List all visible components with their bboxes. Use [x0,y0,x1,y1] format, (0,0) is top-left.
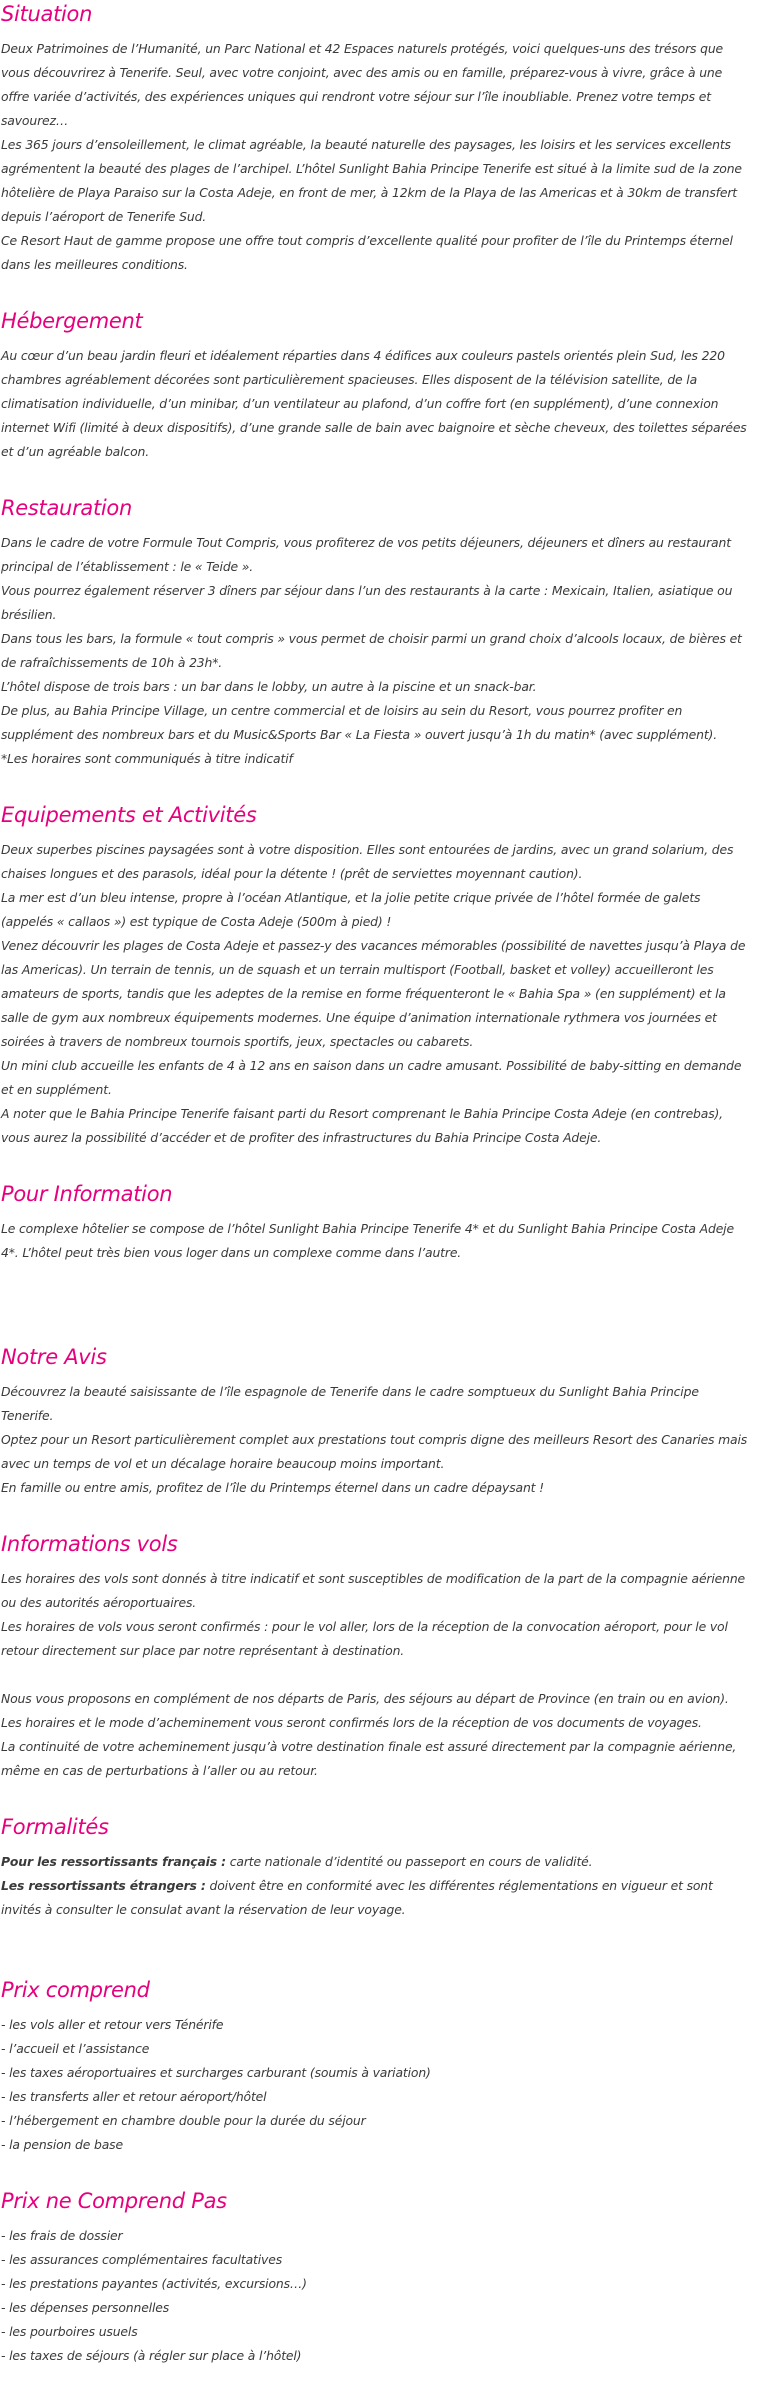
paragraph: Découvrez la beauté saisissante de l’île espagnole de Tenerife dans le cadre somptueux du Sunlight Bahia Principe Tenerife. [1,1384,699,1423]
paragraph: Un mini club accueille les enfants de 4 à 12 ans en saison dans un cadre amusant. Possibilité de baby-sitting en demande et en supplément. [1,1058,742,1097]
paragraph: En famille ou entre amis, profitez de l’île du Printemps éternel dans un cadre dépaysant ! [1,1480,544,1495]
section-title-hebergement: Hébergement [1,309,143,333]
paragraph: Vous pourrez également réserver 3 dîners par séjour dans l’un des restaurants à la carte : Mexicain, Italien, asiatique ou brésilien. [1,583,733,622]
formalite-label: Pour les ressortissants français : [1,1854,226,1869]
paragraph: Dans tous les bars, la formule « tout compris » vous permet de choisir parmi un grand choix d’alcools locaux, de bières et de rafraîchissements de 10h à 23h*. [1,631,742,670]
paragraph: A noter que le Bahia Principe Tenerife faisant parti du Resort comprenant le Bahia Principe Costa Adeje (en contrebas), vous aurez la possibilité d’accéder et de profiter des infrastructures du Bahia Principe Costa Adeje. [1,1106,723,1145]
paragraph: Dans le cadre de votre Formule Tout Compris, vous profiterez de vos petits déjeuners, déjeuners et dîners au restaurant principal de l’établissement : le « Teide ». [1,535,731,574]
prix-ne-comprend-list [1,2224,753,2368]
paragraph: Les 365 jours d’ensoleillement, le climat agréable, la beauté naturelle des paysages, les loisirs et les services excellents agrémentent la beauté des plages de l’archipel. L’hôtel Sunlight Bahia Principe Tenerife est situé à la limite sud de la zone hôtelière de Playa Paraiso sur la Costa Adeje, en front de mer, à 12km de la Playa de las Americas et à 30km de transfert depuis l’aéroport de Tenerife Sud. [1,137,742,224]
section-title-avis: Notre Avis [1,1345,107,1369]
list-item: - les taxes de séjours (à régler sur place à l’hôtel) [1,2348,302,2363]
section-title-situation: Situation [1,2,93,26]
prix-comprend-list [1,2013,753,2157]
paragraph: La mer est d’un bleu intense, propre à l’océan Atlantique, et la jolie petite crique privée de l’hôtel formée de galets (appelés « callaos ») est typique de Costa Adeje (500m à pied) ! [1,890,701,929]
section-title-vols: Informations vols [1,1532,178,1556]
list-item: - les frais de dossier [1,2228,123,2243]
paragraph: Deux Patrimoines de l’Humanité, un Parc National et 42 Espaces naturels protégés, voici quelques-uns des trésors que vous découvrirez à Tenerife. Seul, avec votre conjoint, avec des amis ou en famille, préparez-vous à vivre, grâce à une offre variée d’activités, des expériences uniques qui rendront votre séjour sur l’île inoubliable. Prenez votre temps et savourez… [1,41,724,128]
paragraph: Le complexe hôtelier se compose de l’hôtel Sunlight Bahia Principe Tenerife 4* et du Sunlight Bahia Principe Costa Adeje 4*. L’hôtel peut très bien vous loger dans un complexe comme dans l’autre. [1,1221,734,1260]
formalite-item [1,1850,753,1874]
paragraph: Au cœur d’un beau jardin fleuri et idéalement réparties dans 4 édifices aux couleurs pastels orientés plein Sud, les 220 chambres agréablement décorées sont particulièrement spacieuses. Elles disposent de la télévision satellite, de la climatisation individuelle, d’un minibar, d’un ventilateur au plafond, d’un coffre fort (en supplément), d’une connexion internet Wifi (limité à deux dispositifs), d’une grande salle de bain avec baignoire et sèche cheveux, des toilettes séparées et d’un agréable balcon. [1,348,747,459]
information-text [1,1217,753,1265]
section-title-prix-comprend: Prix comprend [1,1978,150,2002]
section-title-information: Pour Information [1,1182,173,1206]
paragraph: Nous vous proposons en complément de nos départs de Paris, des séjours au départ de Province (en train ou en avion). [1,1691,729,1706]
list-item: - l’accueil et l’assistance [1,2041,150,2056]
equipements-text [1,838,753,1150]
section-title-equipements: Equipements et Activités [1,803,257,827]
paragraph: Deux superbes piscines paysagées sont à votre disposition. Elles sont entourées de jardins, avec un grand solarium, des chaises longues et des parasols, idéal pour la détente ! (prêt de serviettes moyennant caution). [1,842,734,881]
section-title-prix-ne-comprend: Prix ne Comprend Pas [1,2189,227,2213]
formalite-value: doivent être en conformité avec les différentes réglementations en vigueur et sont invités à consulter le consulat avant la réservation de leur voyage. [1,1878,713,1917]
section-title-restauration: Restauration [1,496,132,520]
formalite-label: Les ressortissants étrangers : [1,1878,206,1893]
list-item: - les assurances complémentaires facultatives [1,2252,283,2267]
list-item: - les taxes aéroportuaires et surcharges carburant (soumis à variation) [1,2065,431,2080]
paragraph: L’hôtel dispose de trois bars : un bar dans le lobby, un autre à la piscine et un snack-bar. [1,679,537,694]
list-item: - les pourboires usuels [1,2324,138,2339]
restauration-text [1,531,753,771]
paragraph: Ce Resort Haut de gamme propose une offre tout compris d’excellente qualité pour profiter de l’île du Printemps éternel dans les meilleures conditions. [1,233,733,272]
list-item: - l’hébergement en chambre double pour la durée du séjour [1,2113,366,2128]
list-item: - la pension de base [1,2137,123,2152]
spacer [1,1663,753,1687]
list-item: - les vols aller et retour vers Ténérife [1,2017,224,2032]
paragraph: Les horaires et le mode d’acheminement vous seront confirmés lors de la réception de vos documents de voyages. [1,1715,702,1730]
paragraph: Venez découvrir les plages de Costa Adeje et passez-y des vacances mémorables (possibilité de navettes jusqu’à Playa de las Americas). Un terrain de tennis, un de squash et un terrain multisport (Football, basket et volley) accueilleront les amateurs de sports, tandis que les adeptes de la remise en forme fréquenteront le « Bahia Spa » (en supplément) et la salle de gym aux nombreux équipements modernes. Une équipe d’animation internationale rythmera vos journées et soirées à travers de nombreux tournois sportifs, jeux, spectacles ou cabarets. [1,938,746,1049]
list-item: - les transferts aller et retour aéroport/hôtel [1,2089,267,2104]
paragraph: La continuité de votre acheminement jusqu’à votre destination finale est assuré directement par la compagnie aérienne, même en cas de perturbations à l’aller ou au retour. [1,1739,737,1778]
vols-text [1,1567,753,1783]
list-item: - les dépenses personnelles [1,2300,170,2315]
hebergement-text [1,344,753,464]
formalite-value: carte nationale d’identité ou passeport en cours de validité. [225,1854,593,1869]
formalites-text [1,1850,753,1922]
situation-text [1,37,753,277]
avis-text [1,1380,753,1500]
paragraph: Les horaires de vols vous seront confirmés : pour le vol aller, lors de la réception de la convocation aéroport, pour le vol retour directement sur place par notre représentant à destination. [1,1619,728,1658]
section-title-formalites: Formalités [1,1815,109,1839]
paragraph: *Les horaires sont communiqués à titre indicatif [1,751,293,766]
paragraph: Les horaires des vols sont donnés à titre indicatif et sont susceptibles de modification de la part de la compagnie aérienne ou des autorités aéroportuaires. [1,1571,746,1610]
formalite-item [1,1874,753,1922]
paragraph: Optez pour un Resort particulièrement complet aux prestations tout compris digne des meilleurs Resort des Canaries mais avec un temps de vol et un décalage horaire beaucoup moins important. [1,1432,748,1471]
list-item: - les prestations payantes (activités, excursions…) [1,2276,307,2291]
paragraph: De plus, au Bahia Principe Village, un centre commercial et de loisirs au sein du Resort, vous pourrez profiter en supplément des nombreux bars et du Music&Sports Bar « La Fiesta » ouvert jusqu’à 1h du matin* (avec supplément). [1,703,718,742]
